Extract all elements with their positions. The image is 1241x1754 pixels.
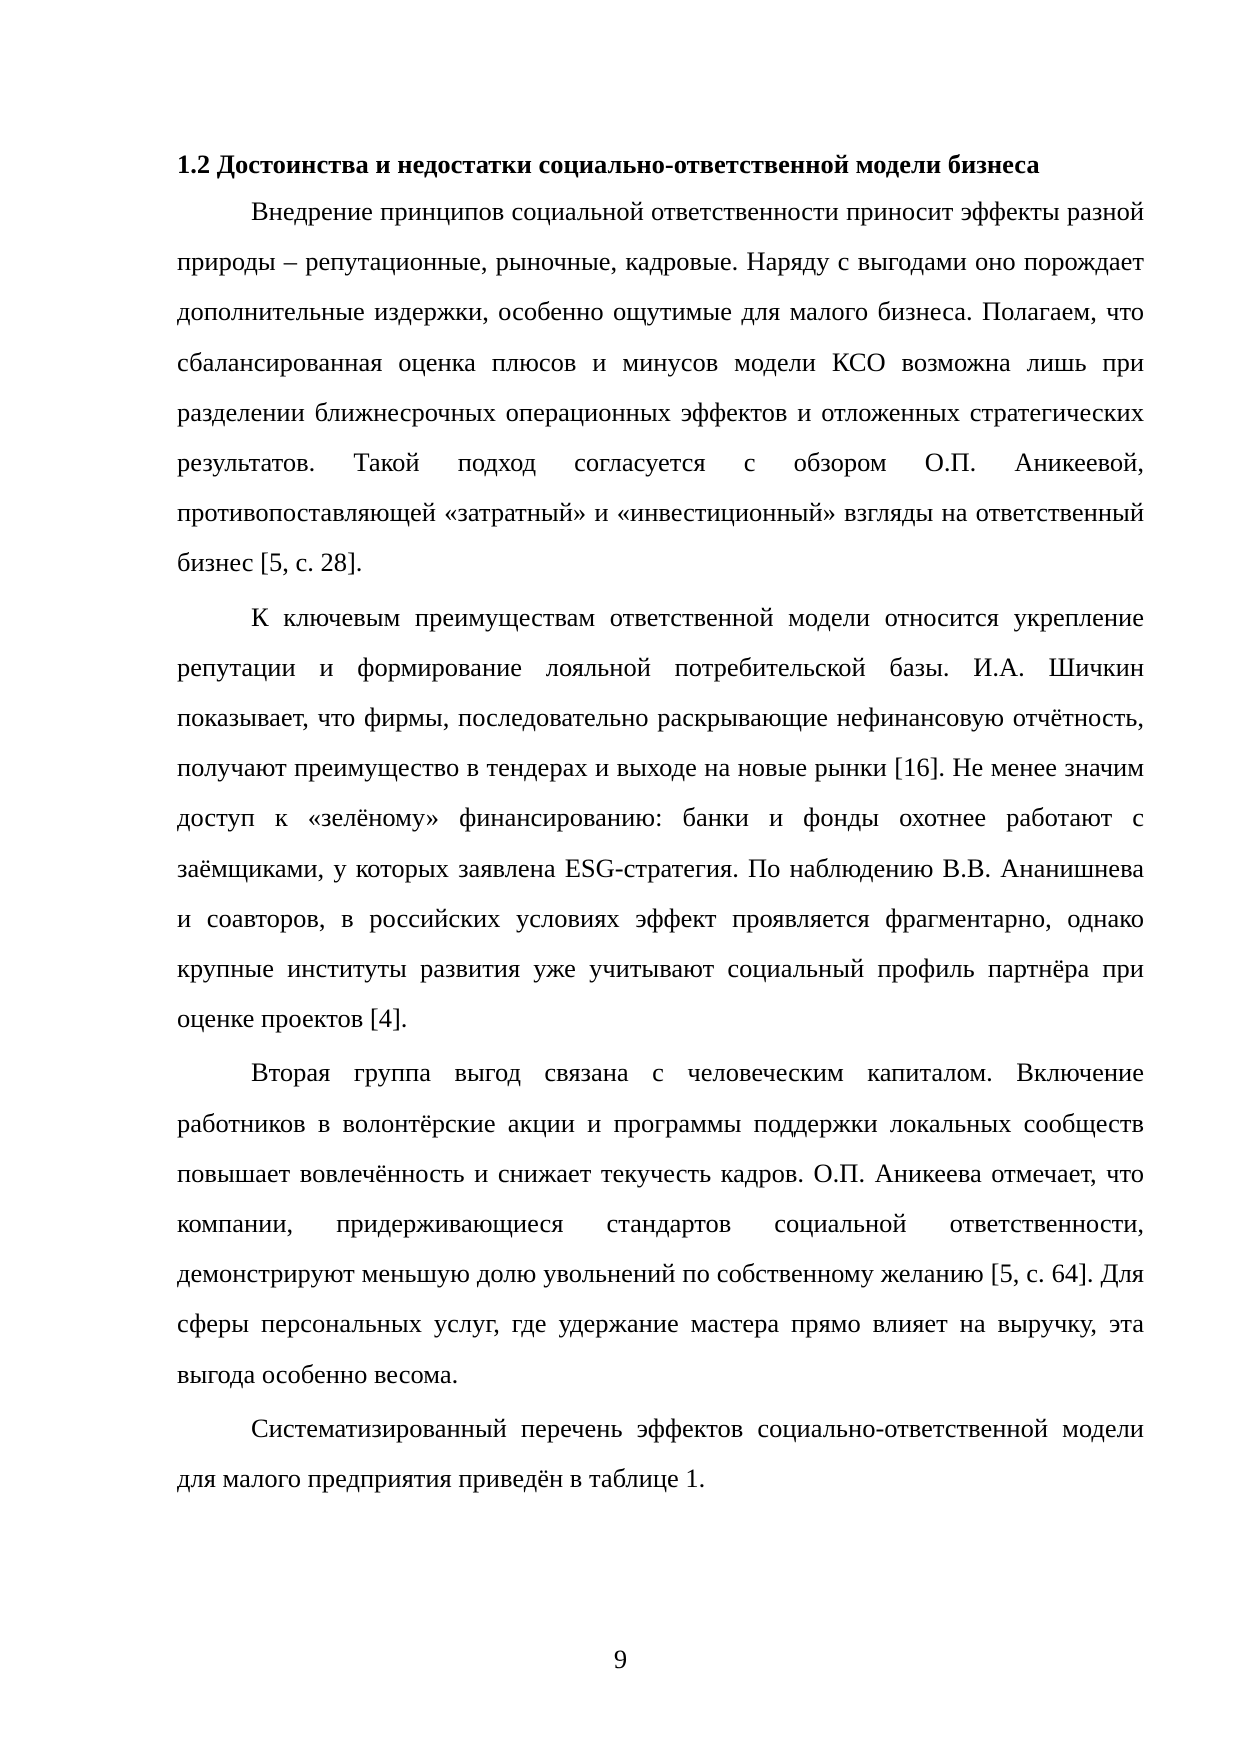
page-content [177, 142, 1144, 1507]
paragraph-3: Вторая группа выгод связана с человеческим капиталом. Включение работников в волонтёрские акции и программы поддержки локальных сообществ повышает вовлечённость и снижает текучесть кадров. О.П. Аникеева отмечает, что компании, придерживающиеся стандартов социальной ответственности, демонстрируют меньшую долю увольнений по собственному желанию [5, с. 64]. Для сферы персональных услуг, где удержание мастера прямо влияет на выручку, эта выгода особенно весома. [177, 1057, 1144, 1389]
section-heading: 1.2 Достоинства и недостатки социально-ответственной модели бизнеса [177, 149, 1040, 179]
paragraph-4: Систематизированный перечень эффектов социально-ответственной модели для малого предприятия приведён в таблице 1. [177, 1412, 1144, 1494]
page-number: 9 [613, 1644, 628, 1674]
paragraph-1: Внедрение принципов социальной ответственности приносит эффекты разной природы – репутационные, рыночные, кадровые. Наряду с выгодами оно порождает дополнительные издержки, особенно ощутимые для малого бизнеса. Полагаем, что сбалансированная оценка плюсов и минусов модели КСО возможна лишь при разделении ближнесрочных операционных эффектов и отложенных стратегических результатов. Такой подход согласуется с обзором О.П. Аникеевой, противопоставляющей «затратный» и «инвестиционный» взгляды на ответственный бизнес [5, с. 28]. [177, 196, 1144, 578]
paragraph-2: К ключевым преимуществам ответственной модели относится укрепление репутации и формирование лояльной потребительской базы. И.А. Шичкин показывает, что фирмы, последовательно раскрывающие нефинансовую отчётность, получают преимущество в тендерах и выходе на новые рынки [16]. Не менее значим доступ к «зелёному» финансированию: банки и фонды охотнее работают с заёмщиками, у которых заявлена ESG-стратегия. По наблюдению В.В. Ананишнева и соавторов, в российских условиях эффект проявляется фрагментарно, однако крупные институты развития уже учитывают социальный профиль партнёра при оценке проектов [4]. [177, 601, 1144, 1034]
